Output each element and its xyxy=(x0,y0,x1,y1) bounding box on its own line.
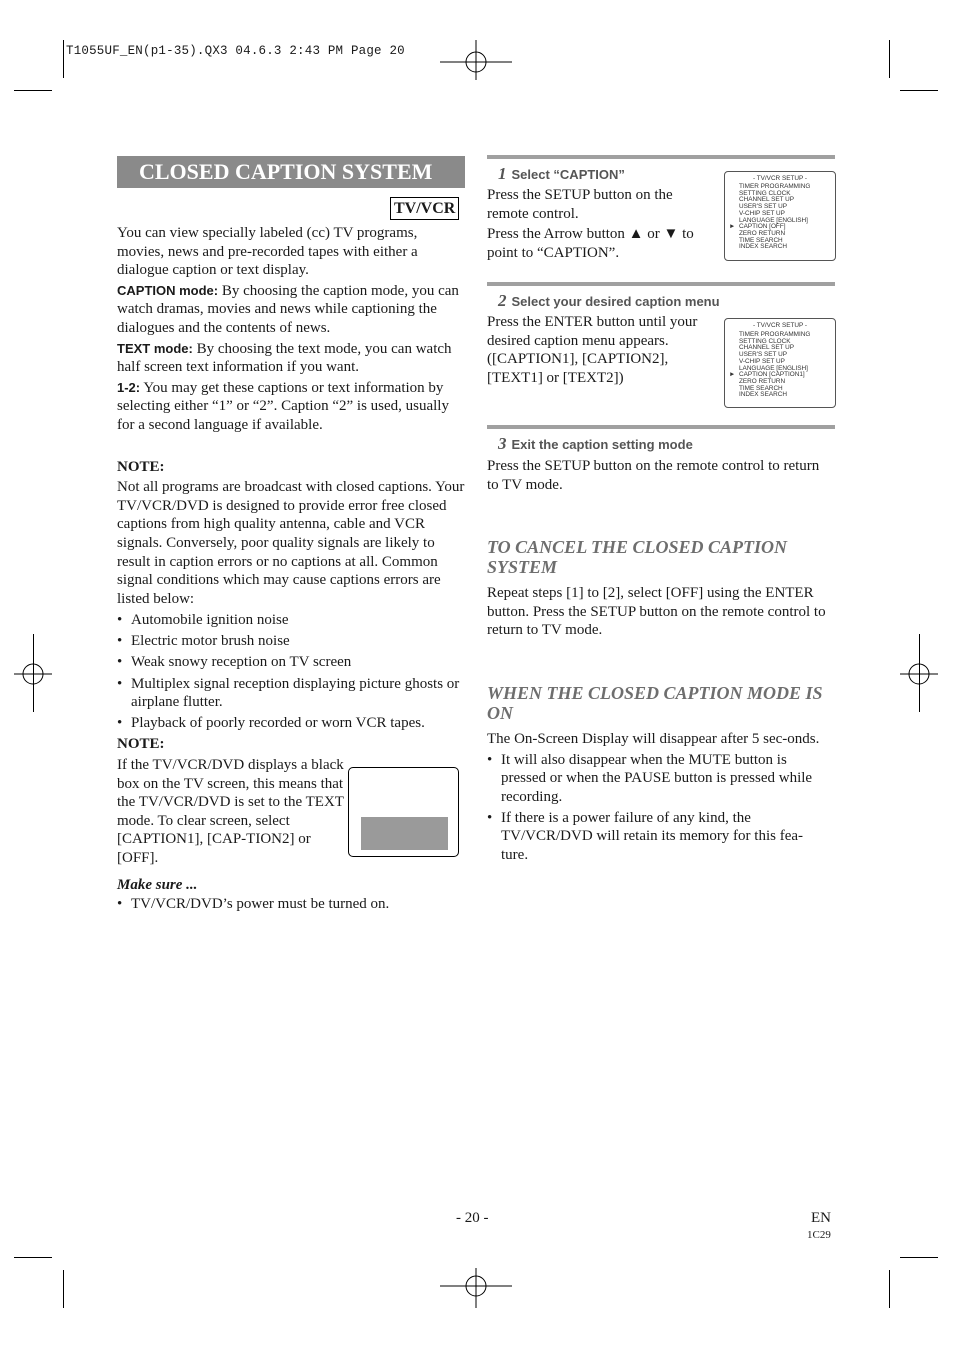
note-text: If the TV/VCR/DVD displays a black box on the TV screen, this means that the TV/VCR/DVD is set to the TEXT mode. To clear screen, select [CAPTION1], [CAP-TION2] or [OFF]. xyxy=(117,756,344,866)
note-heading: NOTE: xyxy=(117,458,165,475)
when-body: The On-Screen Display will disappear after 5 sec-onds. • It will also disappear when the MUTE button is pressed or when the PAUSE button is pressed while recording. • If there is a power failure of any kind, the TV/VCR/DVD will retain its memory for this fea-ture. xyxy=(487,730,827,867)
language-code: EN xyxy=(811,1210,831,1226)
one-two-paragraph: 1-2: You may get these captions or text information by selecting either “1” or “2”. Caption “2” is used, usually for a second language if available. xyxy=(117,379,449,433)
osd-setup-menu: - TV/VCR SETUP - TIMER PROGRAMMING SETTING CLOCK CHANNEL SET UP USER'S SET UP V-CHIP SET UP LANGUAGE [ENGLISH] CAPTION [OFF] ZERO RETURN TIME SEARCH INDEX SEARCH ► xyxy=(724,171,836,261)
step-2-body: Press the ENTER button until your desired caption menu appears. ([CAPTION1], [CAPTION2], [TEXT1] or [TEXT2]) xyxy=(487,314,698,386)
step-divider xyxy=(487,155,835,159)
step-3-body: Press the SETUP button on the remote control to return to TV mode. xyxy=(487,458,820,493)
tv-screen-illustration xyxy=(348,767,459,857)
list-item: • It will also disappear when the MUTE button is pressed or when the PAUSE button is pressed while recording. xyxy=(487,751,827,807)
osd-cursor-icon: ► xyxy=(729,371,736,378)
text-mode-label: TEXT mode: xyxy=(117,340,193,356)
make-sure-heading: Make sure ... xyxy=(117,876,198,893)
osd-setup-menu: - TV/VCR SETUP - TIMER PROGRAMMING SETTING CLOCK CHANNEL SET UP USER'S SET UP V-CHIP SET UP LANGUAGE [ENGLISH] CAPTION [CAPTION1] ZERO RETURN TIME SEARCH INDEX SEARCH ► xyxy=(724,318,836,408)
list-item: • If there is a power failure of any kind, the TV/VCR/DVD will retain its memory for this fea-ture. xyxy=(487,809,827,865)
caption-mode-paragraph: CAPTION mode: By choosing the caption mode, you can watch dramas, movies and news while captioning the dialogues and the contents of news. xyxy=(117,282,459,336)
one-two-label: 1-2: xyxy=(117,379,141,395)
model-code: 1C29 xyxy=(807,1229,831,1241)
list-item: • TV/VCR/DVD’s power must be turned on. xyxy=(117,895,467,914)
when-heading: WHEN THE CLOSED CAPTION MODE IS ON xyxy=(487,683,823,723)
step-3-heading: 3 Exit the caption setting mode xyxy=(498,434,693,453)
when-list xyxy=(487,751,827,865)
osd-cursor-icon: ► xyxy=(729,223,736,230)
list-item: • Multiplex signal reception displaying picture ghosts or airplane flutter. xyxy=(117,675,467,712)
signal-error-list xyxy=(117,611,467,733)
step-1-body: Press the SETUP button on the remote control. Press the Arrow button ▲ or ▼ to point to “CAPTION”. xyxy=(487,187,694,261)
caption-mode-label: CAPTION mode: xyxy=(117,282,219,298)
osd-selected-item: CAPTION [OFF] xyxy=(739,223,786,231)
cancel-body: Repeat steps [1] to [2], select [OFF] using the ENTER button. Press the SETUP button on the remote control to return to TV mode. xyxy=(487,585,826,639)
step-divider xyxy=(487,282,835,286)
intro-text: You can view specially labeled (cc) TV programs, movies, news and pre-recorded tapes with either a dialogue caption or text display. xyxy=(117,225,418,279)
make-sure-list xyxy=(117,895,467,914)
osd-selected-item: CAPTION [CAPTION1] xyxy=(739,371,805,379)
step-1-heading: 1 Select “CAPTION” xyxy=(498,164,625,183)
cancel-heading: TO CANCEL THE CLOSED CAPTION SYSTEM xyxy=(487,537,788,577)
note-text: Not all programs are broadcast with closed captions. Your TV/VCR/DVD is designed to provide error free closed captions from high quality antenna, cable and VCR signals. Conversely, poor quality signals are likely to result in caption errors or no captions at all. Common signal conditions which may cause captions errors are listed below: xyxy=(117,479,465,607)
list-item: • Automobile ignition noise xyxy=(117,611,467,630)
list-item: • Electric motor brush noise xyxy=(117,632,467,651)
tv-vcr-badge: TV/VCR xyxy=(390,197,459,220)
text-mode-box xyxy=(361,817,448,850)
page-title: CLOSED CAPTION SYSTEM xyxy=(117,156,465,188)
file-slug: T1055UF_EN(p1-35).QX3 04.6.3 2:43 PM Page 20 xyxy=(66,44,405,58)
text-mode-paragraph: TEXT mode: By choosing the text mode, you can watch half screen text information if you want. xyxy=(117,340,452,376)
step-2-heading: 2 Select your desired caption menu xyxy=(498,291,720,310)
list-item: • Playback of poorly recorded or worn VCR tapes. xyxy=(117,714,467,733)
page-number: - 20 - xyxy=(456,1210,489,1226)
note-heading: NOTE: xyxy=(117,736,165,753)
list-item: • Weak snowy reception on TV screen xyxy=(117,653,467,672)
step-divider xyxy=(487,425,835,429)
